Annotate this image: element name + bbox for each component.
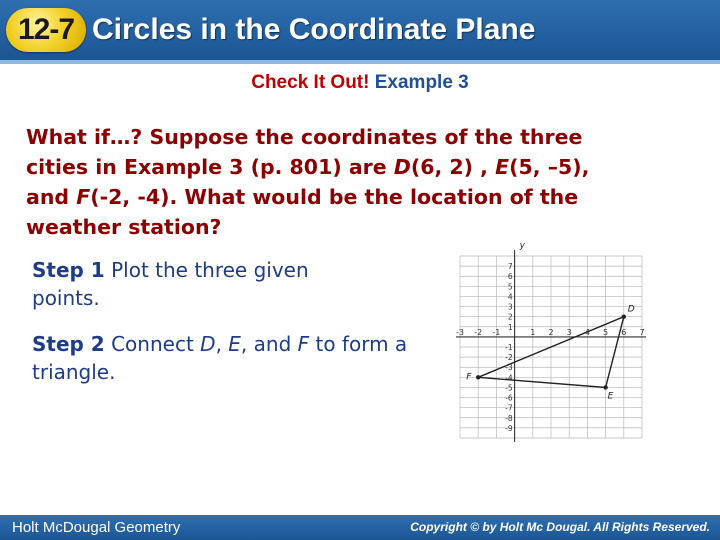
y-tick-label: 6 [507,272,513,282]
step-2: Step 2 Connect D, E, and F to form a triangle. [32,332,408,384]
coordinate-graph [448,238,648,443]
step-1 [32,256,382,312]
y-tick-label: 1 [507,322,513,332]
footer-publisher: Holt McDougal Geometry [12,519,181,536]
x-tick-label: -2 [474,327,483,337]
problem-line-2: cities in Example 3 (p. 801) are D(6, 2) , E(5, –5), [26,155,590,179]
example-label: Example 3 [374,72,469,93]
point-e-name: E [495,155,510,179]
y-tick-label: 7 [507,262,513,272]
footer-copyright: Copyright © by Holt Mc Dougal. All Rights Reserved. [410,520,710,534]
lesson-title: Circles in the Coordinate Plane [92,13,536,46]
point-f [476,375,480,379]
x-tick-label: 5 [603,327,609,337]
y-tick-label: -2 [505,353,513,363]
problem-line-4: weather station? [26,215,222,239]
y-tick-label: -9 [505,423,513,433]
x-tick-label: 1 [530,327,536,337]
y-tick-label: -5 [505,383,513,393]
point-label-f: F [466,372,472,383]
x-tick-label: 7 [639,327,645,337]
step-1-label: Step 1 [32,258,105,282]
y-tick-label: -7 [505,403,513,413]
y-tick-label: -4 [505,373,513,383]
y-tick-label: -8 [505,413,513,423]
y-tick-label: 5 [507,282,513,292]
x-tick-label: 6 [621,327,627,337]
problem-line-3: and F(-2, -4). What would be the location of the [26,185,579,209]
x-tick-label: -1 [492,327,501,337]
step-1-text: Plot the three given points. [32,258,309,310]
x-tick-label: 4 [584,327,590,337]
y-tick-label: 4 [507,292,513,302]
point-d [622,314,626,318]
y-tick-label: -6 [505,393,513,403]
point-label-d: D [627,304,635,315]
point-label-e: E [607,391,614,402]
problem-text [26,122,706,242]
step-2-label: Step 2 [32,332,105,356]
y-axis-label: y [519,241,525,251]
point-d-name: D [393,155,411,179]
x-tick-label: 2 [548,327,554,337]
y-tick-label: 3 [507,302,513,312]
point-f-name: F [76,185,91,209]
y-tick-label: -1 [505,343,513,352]
slide-subtitle [0,72,720,94]
problem-line-1: What if…? Suppose the coordinates of the three [26,125,583,149]
y-tick-label: -3 [505,363,513,373]
x-tick-label: 3 [566,327,572,337]
check-it-out-label: Check It Out! [251,72,370,93]
lesson-number: 12-7 [17,13,75,46]
y-tick-label: 2 [507,312,513,322]
header-stripe [0,60,720,64]
point-e [603,385,607,389]
x-tick-label: -3 [456,327,464,337]
